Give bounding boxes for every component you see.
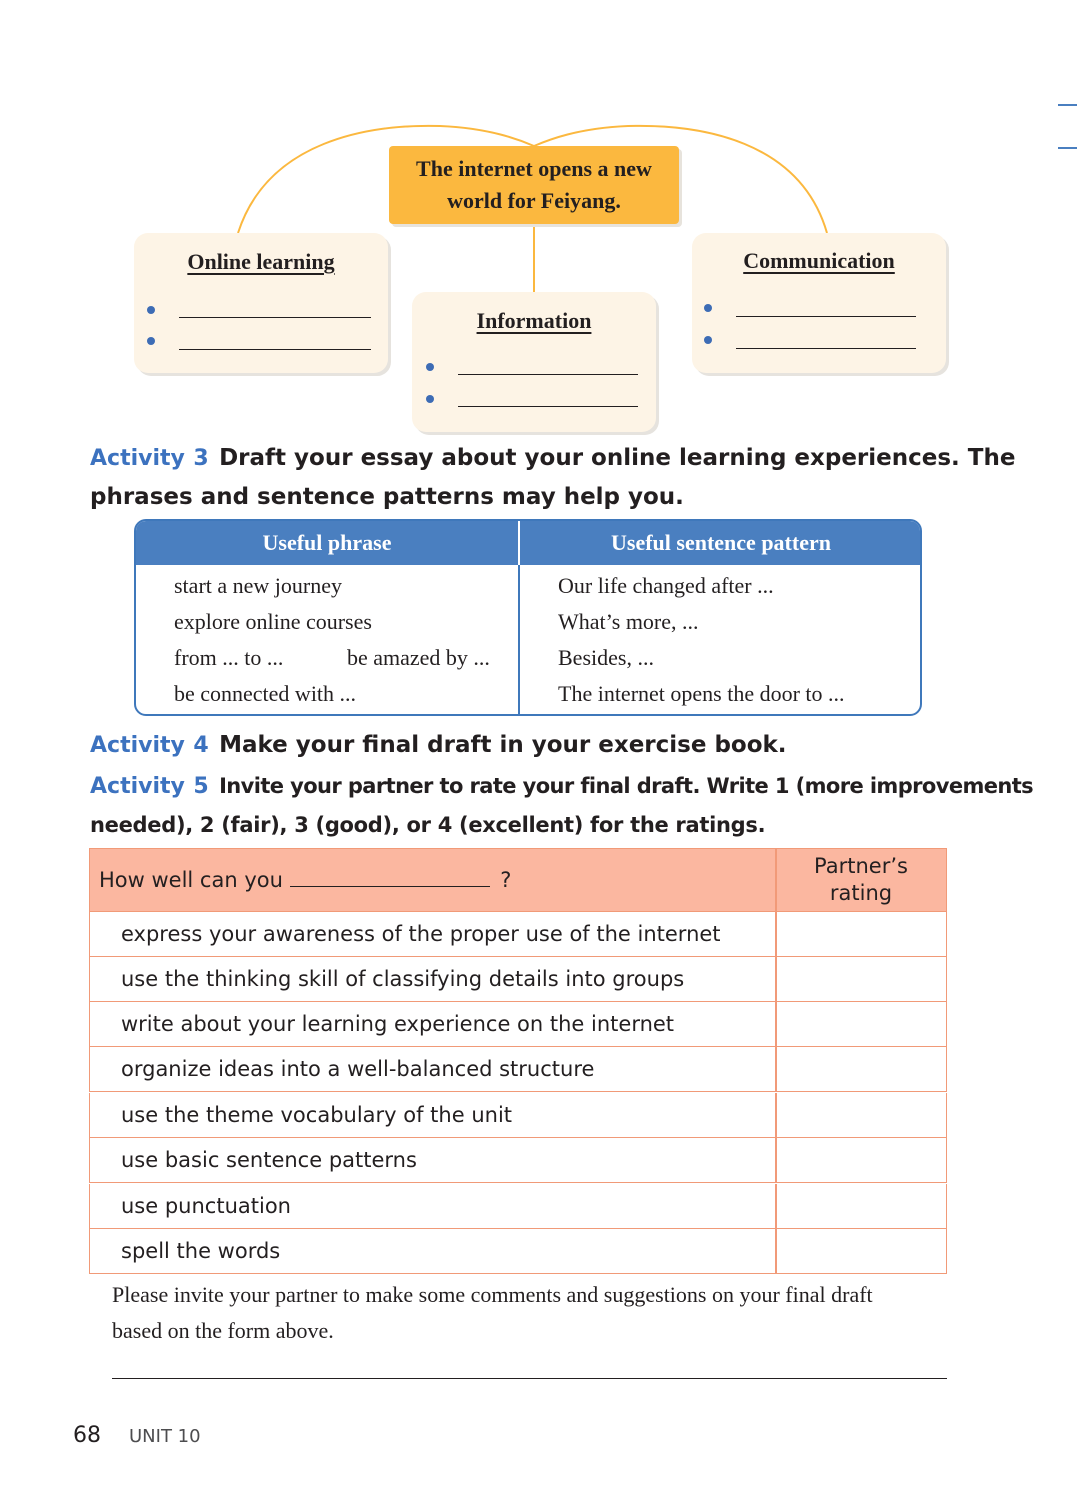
- header-question-prefix: How well can you: [99, 868, 283, 892]
- header-useful-phrase: Useful phrase: [262, 530, 392, 555]
- comment-line-1: Please invite your partner to make some comments and suggestions on your final draft: [112, 1282, 873, 1307]
- phrase-item: explore online courses: [174, 609, 372, 634]
- bullet: [147, 337, 155, 345]
- activity-5-instructions: [90, 768, 1034, 843]
- activity-3-number: 3: [193, 446, 209, 471]
- phrase-item: start a new journey: [174, 573, 342, 598]
- header-question: [99, 849, 511, 911]
- skill-text: spell the words: [121, 1239, 281, 1263]
- activity-4-label: Activity: [90, 733, 185, 758]
- table-row: [89, 1138, 947, 1183]
- blank-line[interactable]: [179, 349, 371, 350]
- activity-4-number: 4: [193, 733, 209, 758]
- phrase-item: be amazed by ...: [347, 645, 490, 670]
- header-rating-line-2: rating: [829, 881, 893, 905]
- comment-line-2: based on the form above.: [112, 1318, 334, 1343]
- column-divider: [775, 912, 777, 956]
- pattern-item: The internet opens the door to ...: [558, 681, 845, 706]
- header-partners-rating: [777, 853, 945, 907]
- card-title-online-learning: Online learning: [187, 249, 335, 274]
- table-row: [89, 1184, 947, 1229]
- header-rating-line-1: Partner’s: [814, 854, 908, 878]
- column-divider: [775, 1047, 777, 1091]
- activity-3-line-2: phrases and sentence patterns may help you.: [90, 484, 684, 510]
- activity-3-label: Activity: [90, 446, 185, 471]
- pattern-item: Besides, ...: [558, 645, 654, 670]
- bullet: [704, 336, 712, 344]
- unit-label: UNIT 10: [129, 1426, 201, 1447]
- column-divider: [775, 1184, 777, 1228]
- bullet: [426, 363, 434, 371]
- table-row: [89, 1002, 947, 1047]
- bullet: [147, 306, 155, 314]
- skill-text: use basic sentence patterns: [121, 1148, 417, 1172]
- center-line-1: The internet opens a new: [416, 156, 652, 181]
- bullet: [426, 395, 434, 403]
- table-row: [89, 1093, 947, 1138]
- comment-instructions: [112, 1277, 1012, 1349]
- blank-line[interactable]: [736, 348, 916, 349]
- column-divider: [775, 1002, 777, 1046]
- skill-text: use punctuation: [121, 1194, 291, 1218]
- activity-5-number: 5: [193, 774, 209, 799]
- activity-3-line-1: Draft your essay about your online learning experiences. The: [219, 445, 1016, 471]
- skill-text: use the thinking skill of classifying details into groups: [121, 967, 685, 991]
- activity-5-label: Activity: [90, 774, 185, 799]
- column-divider: [775, 1229, 777, 1273]
- phrase-item: from ... to ...: [174, 645, 284, 670]
- column-divider: [775, 957, 777, 1001]
- activity-5-line-2: needed), 2 (fair), 3 (good), or 4 (excellent) for the ratings.: [90, 813, 766, 837]
- rating-table-header: [89, 848, 947, 912]
- table-row: [89, 1047, 947, 1092]
- skill-text: use the theme vocabulary of the unit: [121, 1103, 513, 1127]
- card-information: [412, 292, 656, 432]
- activity-3-instructions: [90, 440, 1016, 515]
- card-title-information: Information: [476, 308, 592, 333]
- column-divider: [775, 1138, 777, 1182]
- skill-text: write about your learning experience on the internet: [121, 1012, 675, 1036]
- column-divider: [775, 1093, 777, 1137]
- header-divider: [518, 521, 520, 565]
- blank-line[interactable]: [736, 316, 916, 317]
- rating-table: [89, 848, 947, 1275]
- table-row: [89, 957, 947, 1002]
- pattern-item: What’s more, ...: [558, 609, 699, 634]
- card-online-learning: [134, 233, 388, 373]
- card-title-communication: Communication: [743, 248, 895, 273]
- header-question-blank[interactable]: [290, 866, 490, 887]
- skill-text: organize ideas into a well-balanced structure: [121, 1057, 595, 1081]
- center-line-2: world for Feiyang.: [447, 188, 621, 213]
- page-number: 68: [73, 1423, 101, 1448]
- pattern-item: Our life changed after ...: [558, 573, 774, 598]
- comment-answer-line[interactable]: [112, 1378, 947, 1379]
- activity-4-text: Make your final draft in your exercise book.: [219, 732, 787, 758]
- phrase-item: be connected with ...: [174, 681, 357, 706]
- activity-5-line-1: Invite your partner to rate your final draft. Write 1 (more improvements: [219, 774, 1034, 798]
- blank-line[interactable]: [458, 406, 638, 407]
- card-communication: [692, 233, 946, 373]
- header-useful-sentence-pattern: Useful sentence pattern: [611, 530, 831, 555]
- mind-map-center: [389, 146, 679, 224]
- blank-line[interactable]: [179, 317, 371, 318]
- useful-phrases-table: [134, 519, 922, 716]
- blank-line[interactable]: [458, 374, 638, 375]
- bullet: [704, 304, 712, 312]
- table-row: [89, 1229, 947, 1274]
- table-row: [89, 912, 947, 957]
- header-question-mark: ?: [500, 868, 512, 892]
- activity-4-instructions: [90, 727, 787, 766]
- skill-text: express your awareness of the proper use of the internet: [121, 922, 721, 946]
